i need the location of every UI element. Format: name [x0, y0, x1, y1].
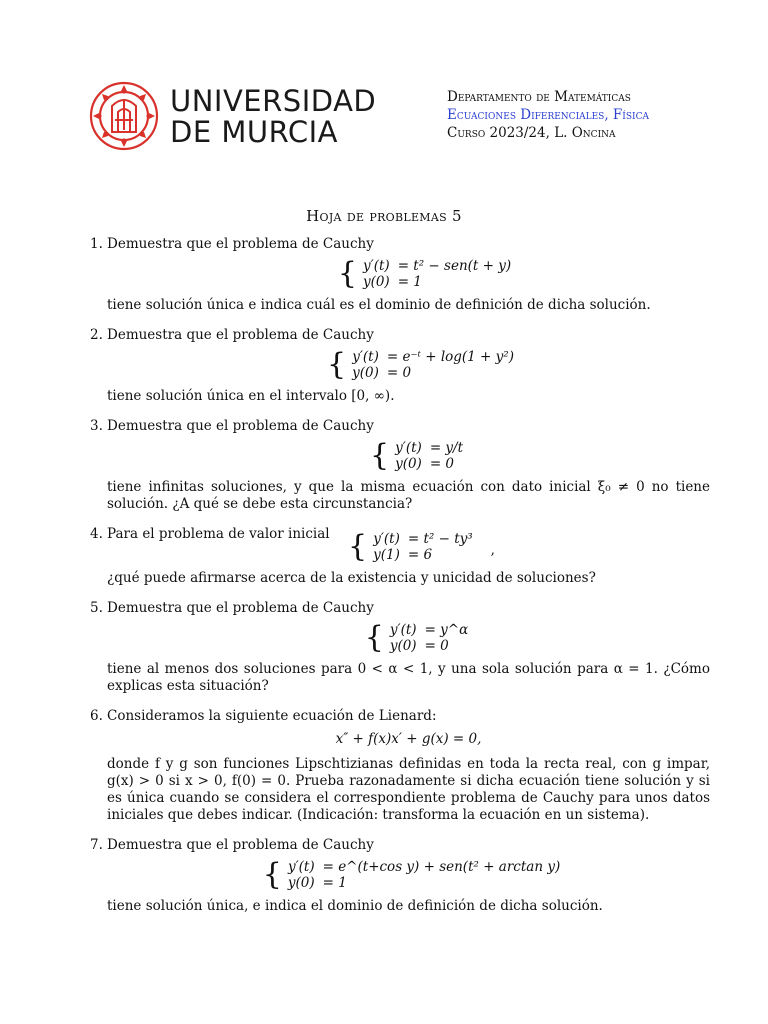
equation-rhs: = e^(t+cos y) + sen(t² + arctan y) [322, 859, 561, 875]
department-name: Departamento de Matemáticas [447, 89, 631, 105]
equation-table [373, 531, 477, 563]
problem-number: 1. [90, 236, 103, 252]
equation-rhs: = 1 [397, 274, 422, 290]
left-brace: { [337, 256, 357, 291]
problem-intro: Consideramos la siguiente ecuación de Lienard: [107, 708, 437, 724]
cauchy-system [117, 859, 710, 891]
problem-number: 5. [90, 600, 103, 616]
problem-number: 7. [90, 837, 103, 853]
equation-rhs: = 0 [429, 456, 455, 472]
equation-rhs: = y/t [429, 440, 464, 456]
cauchy-system [127, 440, 710, 472]
left-brace: { [369, 438, 390, 473]
course-name-link[interactable]: Ecuaciones Diferenciales, Física [447, 107, 649, 123]
problem-number: 4. [90, 526, 103, 542]
problem-4 [90, 526, 710, 587]
problem-intro: Demuestra que el problema de Cauchy [107, 418, 374, 434]
equation-table [363, 258, 515, 290]
equation-rhs: = e⁻ᵗ + log(1 + y²) [386, 349, 514, 365]
university-name-line1: UNIVERSIDAD [170, 84, 377, 118]
problem-intro: Para el problema de valor inicial [107, 526, 330, 542]
problem-intro: Demuestra que el problema de Cauchy [107, 600, 374, 616]
equation-lhs: y′(t) [363, 258, 390, 274]
equation-table [395, 440, 467, 472]
comma: , [490, 541, 495, 558]
equation-rhs: = t² − ty³ [407, 531, 473, 547]
problem-7 [90, 837, 710, 915]
problem-number: 6. [90, 708, 103, 724]
problem-3 [90, 418, 710, 513]
problem-number: 2. [90, 327, 103, 343]
problem-question: tiene solución única e indica cuál es el dominio de definición de dicha solución. [107, 297, 651, 313]
equation-lhs: y(0) [389, 638, 417, 654]
problem-number: 3. [90, 418, 103, 434]
equation-lhs: y′(t) [389, 622, 417, 638]
problem-question: tiene solución única, e indica el dominio de definición de dicha solución. [107, 898, 603, 914]
cauchy-system [127, 622, 710, 654]
problem-question: donde f y g son funciones Lipschtizianas definidas en toda la recta real, con g impar, g(x) > 0 si x > 0, f(0) = 0. Prueba razonadamente si dicha ecuación tiene solución y si es única cuando se considera el correspondiente problema de Cauchy para unos datos iniciales que debes indicar. (Indicación: transforma la ecuación en un sistema). [107, 756, 710, 823]
equation-rhs: = 1 [322, 875, 347, 891]
problem-question: tiene solución única en el intervalo [0, ∞). [107, 388, 395, 404]
cauchy-system [143, 258, 710, 290]
equation-rhs: = 0 [424, 638, 449, 654]
problem-intro: Demuestra que el problema de Cauchy [107, 327, 374, 343]
problem-6 [90, 708, 710, 824]
equation-lhs: y′(t) [352, 349, 379, 365]
problem-2 [90, 327, 710, 405]
equation-lhs: y(0) [362, 274, 390, 290]
problem-question: ¿qué puede afirmarse acerca de la existencia y unicidad de soluciones? [107, 570, 596, 586]
equation-lhs: y(1) [373, 547, 400, 563]
problem-intro: Demuestra que el problema de Cauchy [107, 236, 374, 252]
university-name-line2: DE MURCIA [170, 115, 338, 149]
cauchy-system [135, 349, 710, 381]
equation-table [390, 622, 472, 654]
equation-lhs: y(0) [287, 875, 315, 891]
problem-question: tiene infinitas soluciones, y que la misma ecuación con dato inicial ξ₀ ≠ 0 no tiene solución. ¿A qué se debe esta circunstancia? [107, 479, 710, 512]
university-seal-logo [88, 80, 160, 152]
equation-lhs: y′(t) [395, 440, 422, 456]
equation-rhs: = y^α [424, 622, 469, 638]
left-brace: { [262, 857, 282, 892]
left-brace: { [327, 347, 347, 382]
equation-rhs: = t² − sen(t + y) [397, 258, 512, 274]
problem-question: tiene al menos dos soluciones para 0 < α < 1, y una sola solución para α = 1. ¿Cómo explicas esta situación? [107, 661, 710, 694]
left-brace: { [364, 620, 384, 655]
equation-table [288, 859, 564, 891]
course-year: Curso 2023/24, L. Oncina [447, 125, 616, 141]
equation-lhs: y′(t) [373, 531, 400, 547]
problem-list [90, 236, 710, 915]
equation-table [352, 349, 518, 381]
left-brace: { [348, 529, 368, 564]
equation-rhs: = 0 [386, 365, 412, 381]
sheet-title: Hoja de problemas 5 [306, 207, 462, 225]
university-name [170, 86, 376, 148]
equation-lhs: y′(t) [287, 859, 315, 875]
equation-rhs: = 6 [407, 547, 433, 563]
course-info [447, 88, 649, 142]
problem-intro: Demuestra que el problema de Cauchy [107, 837, 374, 853]
lienard-equation: x″ + f(x)x′ + g(x) = 0, [335, 731, 482, 747]
problem-1 [90, 236, 710, 314]
equation-lhs: y(0) [395, 456, 422, 472]
equation-lhs: y(0) [352, 365, 379, 381]
problem-5 [90, 600, 710, 695]
